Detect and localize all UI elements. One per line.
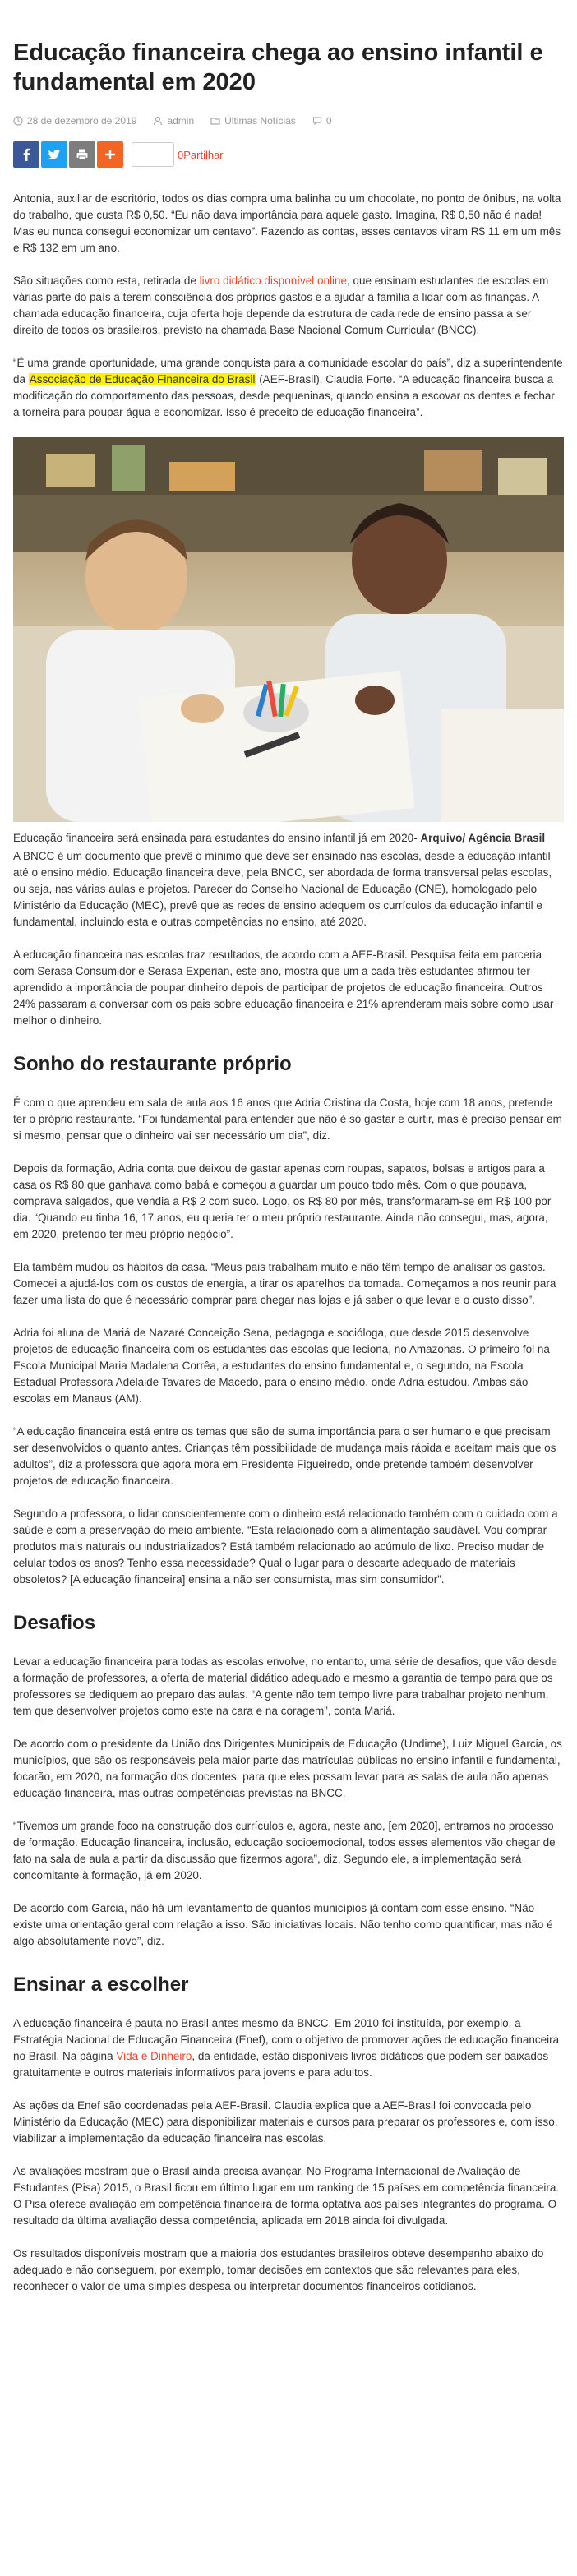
clock-icon xyxy=(13,116,23,126)
meta-date-text: 28 de dezembro de 2019 xyxy=(27,115,137,127)
meta-author-text[interactable]: admin xyxy=(167,115,195,127)
share-count-box xyxy=(132,142,174,167)
paragraph: Segundo a professora, o lidar conscientemente com o dinheiro está relacionado também com o cuidado com a saúde e com a preservação do meio ambiente. “Está relacionado com a alimentação saudável. Vou comprar produtos mais naturais ou industrializados? Está também relacionado ao acúmulo de lixo. Preciso mudar de celular todos os anos? Tenho essa necessidade? Qual o lugar para o descarte adequado de materiais obsoletos? [A educação financeira] ensina a não ser consumista, mas sim consumidor”. xyxy=(13,1507,558,1586)
livro-didatico-link[interactable]: livro didático disponível online xyxy=(199,275,347,287)
article-title: Educação financeira chega ao ensino infantil e fundamental em 2020 xyxy=(13,39,543,95)
twitter-icon xyxy=(48,148,61,161)
paragraph: A educação financeira nas escolas traz resultados, de acordo com a AEF-Brasil. Pesquisa feita em parceria com Serasa Consumidor e Serasa Experian, este ano, mostra que um a cada três estudantes afirmou ter aprendido a importância de poupar dinheiro depois de participar de projetos de educação financeira. Outros 24% passaram a conversar com os pais sobre educação financeira e 21% aprenderam mais sobre como usar melhor o dinheiro. xyxy=(13,949,554,1027)
article xyxy=(0,38,577,2295)
section-heading-desafios: Desafios xyxy=(13,1612,96,1634)
article-meta xyxy=(13,115,564,127)
more-share-button[interactable] xyxy=(97,141,123,168)
facebook-share-button[interactable] xyxy=(13,141,39,168)
print-icon xyxy=(76,148,89,161)
paragraph: Ela também mudou os hábitos da casa. “Meus pais trabalham muito e não têm tempo de analisar os gastos. Comecei a ajudá-los com os custos de energia, a tirar os aparelhos da tomada. Começamos a nos reunir para fazer uma lista do que é necessário comprar para chegar nas lojas e já saber o que levar e o custo disso”. xyxy=(13,1261,556,1306)
meta-category-text[interactable]: Últimas Notícias xyxy=(224,115,296,127)
paragraph-text: São situações como esta, retirada de xyxy=(13,275,200,287)
article-photo xyxy=(13,437,564,822)
comment-icon xyxy=(312,116,322,126)
section-heading-sonho: Sonho do restaurante próprio xyxy=(13,1053,292,1075)
folder-icon xyxy=(210,116,220,126)
photo-credit: Arquivo/ Agência Brasil xyxy=(420,832,546,844)
paragraph-text: , que ensinam estudantes de escolas em várias parte do país a terem consciência dos próprios gastos e a ajudar a família a lidar com as finanças. A chamada educação financeira, cuja oferta hoje depende da estrutura de cada rede de ensino passa a ser direito de todos os brasileiros, previsto na chamada Base Nacional Comum Curricular (BNCC). xyxy=(13,275,549,336)
paragraph: Antonia, auxiliar de escritório, todos os dias compra uma balinha ou um chocolate, no ponto de ônibus, na volta do trabalho, que custa R$ 0,50. “Eu não dava importância para aquele gasto. Imagina, R$ 0,50 não é nada! Mas eu nunca consegui economizar um centavo”. Fazendo as contas, esses centavos viram R$ 11 em um mês e R$ 132 em um ano. xyxy=(13,192,561,254)
facebook-icon xyxy=(20,148,33,161)
plus-icon xyxy=(104,149,116,160)
print-share-button[interactable] xyxy=(69,141,95,168)
vida-e-dinheiro-link[interactable]: Vida e Dinheiro xyxy=(116,2050,192,2062)
share-count-label[interactable]: 0Partilhar xyxy=(178,148,224,161)
paragraph: As avaliações mostram que o Brasil ainda precisa avançar. No Programa Internacional de Avaliação de Estudantes (Pisa) 2015, o Brasil ficou em último lugar em um ranking de 15 países em competência financeira. O Pisa oferece avaliação em competência financeira de forma optativa aos países integrantes do programa. O resultado da última avaliação dessa competência, aplicada em 2018 ainda foi divulgada. xyxy=(13,2165,560,2227)
paragraph xyxy=(13,2015,564,2081)
paragraph-text: , da entidade, estão disponíveis livros didáticos que podem ser baixados gratuitamente e outros materiais informativos para jovens e para adultos. xyxy=(13,2050,549,2079)
meta-category[interactable] xyxy=(210,115,296,127)
caption-text: Educação financeira será ensinada para estudantes do ensino infantil já em 2020- xyxy=(13,832,421,844)
meta-author[interactable] xyxy=(153,115,194,127)
meta-comments-text[interactable]: 0 xyxy=(325,115,332,127)
paragraph: As ações da Enef são coordenadas pela AEF-Brasil. Claudia explica que a AEF-Brasil foi convocada pelo Ministério da Educação (MEC) para disponibilizar materiais e cursos para preparar os professores e, com isso, viabilizar a implementação da educação financeira nas escolas. xyxy=(13,2099,558,2144)
paragraph xyxy=(13,273,564,339)
share-bar xyxy=(13,141,564,168)
paragraph: A BNCC é um documento que prevê o mínimo que deve ser ensinado nas escolas, desde a educação infantil até o ensino médio. Educação financeira deve, pela BNCC, ser abordada de forma transversal pelas escolas, ou seja, nas várias aulas e projetos. Parecer do Conselho Nacional de Educação (CNE), homologado pelo Ministério da Educação (MEC), prevê que as redes de ensino adequem os currículos da educação infantil e fundamental, incluindo esta e outras competências no ensino, até 2020. xyxy=(13,850,552,928)
paragraph: “A educação financeira está entre os temas que são de suma importância para o ser humano e que precisam ser desenvolvidos o quanto antes. Crianças têm possibilidade de mudança mais rápida e aceitam mais que os adultos”, diz a professora que agora mora em Presidente Figueiredo, onde pretende também desenvolver projetos de educação financeira. xyxy=(13,1425,556,1487)
paragraph-text: “É uma grande oportunidade, uma grande conquista para a comunidade escolar do país”, diz a superintendente da xyxy=(13,357,563,385)
children-drawing-photo xyxy=(13,437,564,822)
twitter-share-button[interactable] xyxy=(41,141,67,168)
user-icon xyxy=(153,116,163,126)
paragraph: “Tivemos um grande foco na construção dos currículos e, agora, neste ano, [em 2020], entramos no processo de formação. Educação financeira, inclusão, educação socioemocional, todos esses elementos vão chegar de fato na sala de aula a partir da discussão que fizermos agora”, diz. Segundo ele, a implementação será concomitante à formação, já em 2020. xyxy=(13,1820,556,1881)
paragraph xyxy=(13,355,564,421)
paragraph-text: A educação financeira é pauta no Brasil antes mesmo da BNCC. Em 2010 foi instituída, por exemplo, a Estratégia Nacional de Educação Financeira (Enef), com o objetivo de promover ações de educação financeira no Brasil. Na página xyxy=(13,2017,560,2062)
paragraph: De acordo com Garcia, não há um levantamento de quantos municípios já contam com esse ensino. “Não existe uma orientação geral com relação a isso. São iniciativas locais. Não tenho como quantificar, mas não é algo absolutamente novo”, diz. xyxy=(13,1902,553,1947)
meta-date xyxy=(13,115,136,127)
meta-comments[interactable] xyxy=(312,115,332,127)
paragraph: Depois da formação, Adria conta que deixou de gastar apenas com roupas, sapatos, bolsas e artigos para a casa os R$ 80 que ganhava como babá e começou a guardar um pouco todo mês. Com o que poupava, comprava salgados, que vendia a R$ 2 com suco. Logo, os R$ 80 por mês, transformaram-se em R$ 100 por dia. “Quando eu tinha 16, 17 anos, eu queria ter o meu próprio restaurante. Ainda não consegui, mas, agora, em 2020, pretendo ter meu próprio negócio”. xyxy=(13,1162,552,1240)
aef-brasil-highlight: Associação de Educação Financeira do Brasil xyxy=(29,373,256,385)
paragraph: Adria foi aluna de Mariá de Nazaré Conceição Sena, pedagoga e socióloga, que desde 2015 desenvolve projetos de educação financeira com os estudantes das escolas que leciona, no Amazonas. O primeiro foi na Escola Municipal Maria Madalena Corrêa, a estudantes do ensino fundamental e, o segundo, na Escola Estadual Professora Adelaide Tavares de Macedo, para o ensino médio, onde Adria estudou. Ambas são escolas em Manaus (AM). xyxy=(13,1327,550,1405)
paragraph: Levar a educação financeira para todas as escolas envolve, no entanto, uma série de desafios, que vão desde a formação de professores, a oferta de material didático adequado e mesmo a garantia de tempo para que os professores se dediquem ao preparo das aulas. “A gente não tem tempo livre para trabalhar projeto nenhum, tem que desenvolver projetos como este na cara e na coragem”, conta Mariá. xyxy=(13,1655,557,1717)
paragraph-text: (AEF-Brasil), Claudia Forte. “A educação financeira busca a modificação do comportamento das pessoas, desde pequeninas, quando ensina a escovar os dentes e fechar a torneira para poupar água e economizar. Isso é preceito de educação financeira”. xyxy=(13,373,555,418)
paragraph: De acordo com o presidente da União dos Dirigentes Municipais de Educação (Undime), Luiz Miguel Garcia, os municípios, que são os responsáveis pela maior parte das matrículas públicas no ensino infantil e fundamental, focarão, em 2020, na formação dos docentes, para que eles possam levar para as salas de aula não apenas educação financeira, mas outras competências previstas na BNCC. xyxy=(13,1738,562,1799)
paragraph: Os resultados disponíveis mostram que a maioria dos estudantes brasileiros obteve desempenho abaixo do adequado e não conseguem, por exemplo, tomar decisões em contextos que são relevantes para eles, reconhecer o valor de uma simples despesa ou interpretar documentos financeiros cotidianos. xyxy=(13,2247,544,2292)
photo-caption xyxy=(13,830,564,847)
paragraph: É com o que aprendeu em sala de aula aos 16 anos que Adria Cristina da Costa, hoje com 18 anos, pretende ter o próprio restaurante. “Foi fundamental para entender que não é só gastar e curtir, mas é preciso pensar em si mesmo, pensar que o dinheiro vai ser necessário um dia”, diz. xyxy=(13,1096,562,1142)
section-heading-ensinar: Ensinar a escolher xyxy=(13,1974,189,1996)
